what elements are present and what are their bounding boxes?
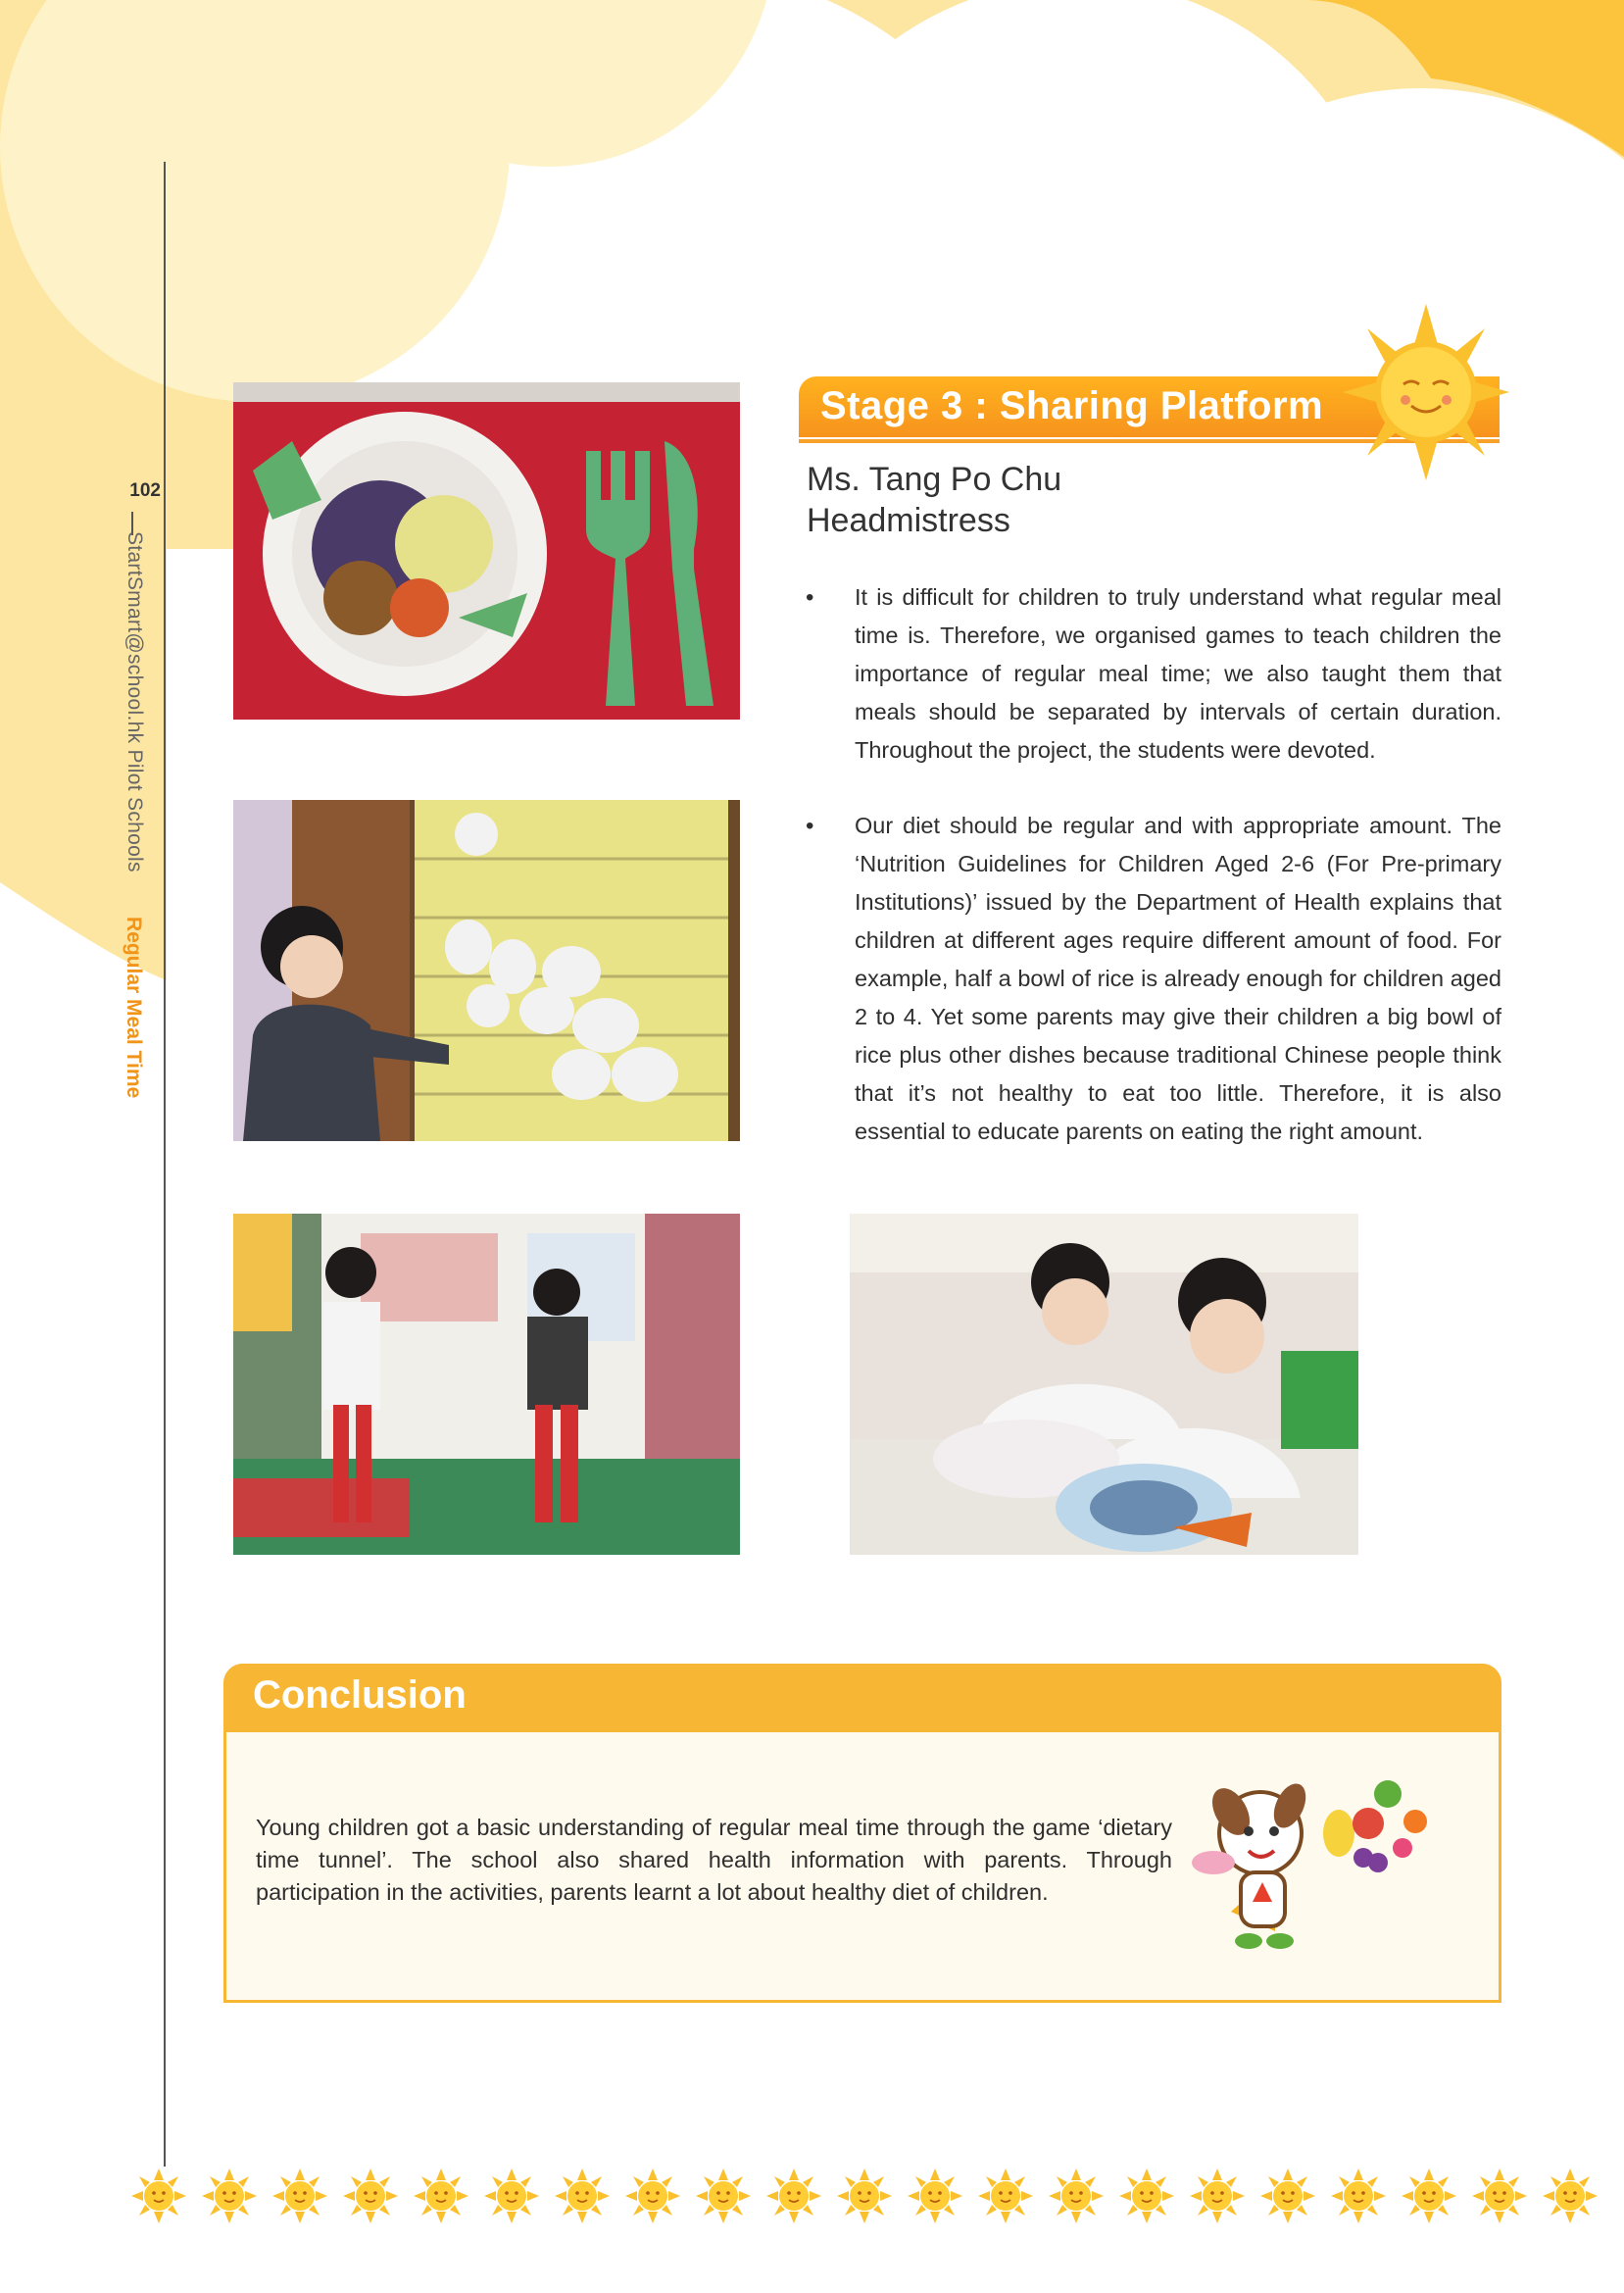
speaker-role: Headmistress	[807, 502, 1010, 539]
photo-time-tunnel-board	[233, 800, 740, 1141]
dog-mascot	[1192, 1765, 1447, 1961]
photo-children-presenting	[233, 1214, 740, 1555]
photo-girls-crafting-image	[850, 1214, 1358, 1555]
dog-mascot-icon	[1192, 1765, 1447, 1961]
photo-plate-craft-image	[233, 382, 740, 720]
photo-children-presenting-image	[233, 1214, 740, 1555]
speaker-name: Ms. Tang Po Chu	[807, 461, 1062, 498]
bullet-text: It is difficult for children to truly understand what regular meal time is. Therefore, we organised games to teach children the importance of regular meal time; we also taught them that meals should be separated by intervals of certain duration. Throughout the project, the students were devoted.	[855, 584, 1501, 763]
bullet-item	[804, 807, 1501, 1151]
topic-title: Regular Meal Time	[123, 917, 145, 1099]
bullet-item	[804, 578, 1501, 770]
photo-plate-craft	[233, 382, 740, 720]
bullet-text: Our diet should be regular and with appropriate amount. The ‘Nutrition Guidelines for Children Aged 2-6 (For Pre-primary Institutions)’ issued by the Department of Health explains that children at different ages require different amount of food. For example, half a bowl of rice is already enough for children aged 2 to 4. Yet some parents may give their children a big bowl of rice plus other dishes because traditional Chinese people think that it’s not healthy to eat too little. Therefore, it is also essential to educate parents on eating the right amount.	[855, 813, 1501, 1144]
sun-border-row	[127, 2162, 1624, 2230]
photo-time-tunnel-board-image	[233, 800, 740, 1141]
photo-girls-crafting	[850, 1214, 1358, 1555]
page-number: 102	[129, 480, 161, 501]
sun-mascot-icon	[1343, 304, 1509, 480]
conclusion-header	[223, 1664, 1501, 1732]
margin-rule	[164, 162, 166, 2167]
sun-mascot	[1343, 304, 1509, 480]
bullet-symbol: •	[806, 813, 814, 839]
speaker-block	[807, 459, 1061, 541]
series-title: StartSmart@school.hk Pilot Schools	[123, 531, 146, 872]
bullet-list	[804, 578, 1501, 1188]
sun-border-icons	[127, 2162, 1624, 2230]
conclusion-title: Conclusion	[253, 1673, 467, 1717]
conclusion-box	[223, 1664, 1501, 2003]
bullet-symbol: •	[806, 584, 814, 611]
conclusion-text: Young children got a basic understanding of regular meal time through the game ‘dietary time tunnel’. The school also shared health information with parents. Through participation in the activities, parents learnt a lot about healthy diet of children.	[256, 1815, 1172, 1905]
stage-heading: Stage 3 : Sharing Platform	[820, 384, 1324, 427]
